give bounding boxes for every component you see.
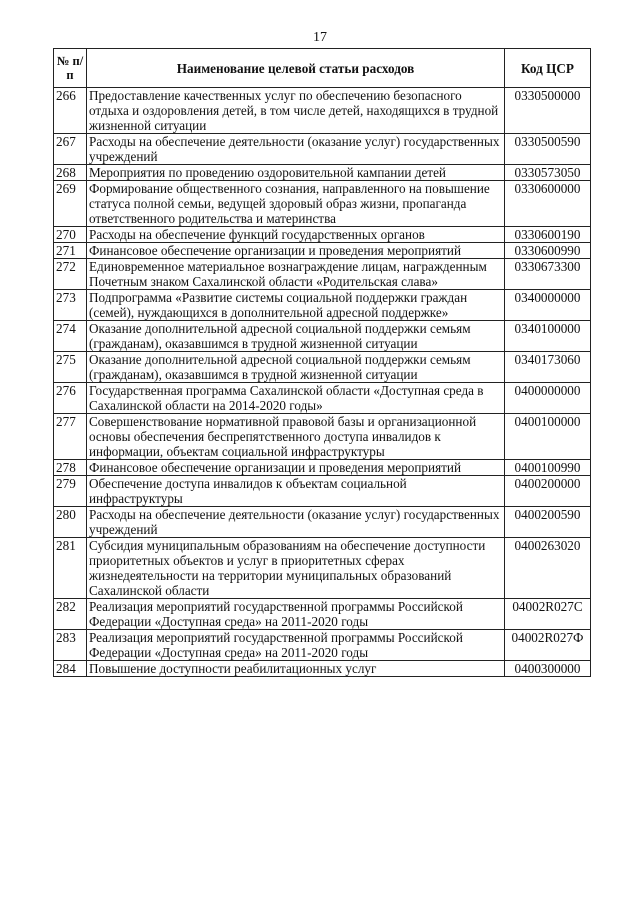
row-number: 269 bbox=[54, 181, 87, 227]
row-name: Расходы на обеспечение деятельности (оказание услуг) государственных учреждений bbox=[87, 134, 505, 165]
table-row bbox=[54, 259, 591, 290]
table-row bbox=[54, 414, 591, 460]
row-code: 0400300000 bbox=[505, 661, 591, 677]
row-name: Государственная программа Сахалинской области «Доступная среда в Сахалинской области на 2014-2020 годы» bbox=[87, 383, 505, 414]
table-row bbox=[54, 290, 591, 321]
row-code: 0400200590 bbox=[505, 507, 591, 538]
budget-table bbox=[53, 48, 591, 677]
row-name: Совершенствование нормативной правовой базы и организационной основы обеспечения беспрепятственного доступа инвалидов к информации, объектам социальной инфраструктуры bbox=[87, 414, 505, 460]
row-number: 275 bbox=[54, 352, 87, 383]
row-name: Обеспечение доступа инвалидов к объектам социальной инфраструктуры bbox=[87, 476, 505, 507]
row-number: 274 bbox=[54, 321, 87, 352]
header-name: Наименование целевой статьи расходов bbox=[87, 49, 505, 88]
row-number: 272 bbox=[54, 259, 87, 290]
row-number: 283 bbox=[54, 630, 87, 661]
row-number: 276 bbox=[54, 383, 87, 414]
table-row bbox=[54, 460, 591, 476]
row-code: 0330673300 bbox=[505, 259, 591, 290]
page-number: 17 bbox=[313, 30, 327, 45]
table-row bbox=[54, 243, 591, 259]
row-number: 267 bbox=[54, 134, 87, 165]
row-code: 04002R027C bbox=[505, 599, 591, 630]
row-name: Финансовое обеспечение организации и проведения мероприятий bbox=[87, 243, 505, 259]
row-code: 0340100000 bbox=[505, 321, 591, 352]
row-code: 0330500590 bbox=[505, 134, 591, 165]
row-number: 271 bbox=[54, 243, 87, 259]
row-number: 273 bbox=[54, 290, 87, 321]
table-row bbox=[54, 383, 591, 414]
row-name: Реализация мероприятий государственной программы Российской Федерации «Доступная среда» на 2011-2020 годы bbox=[87, 630, 505, 661]
table-row bbox=[54, 321, 591, 352]
row-code: 04002R027Ф bbox=[505, 630, 591, 661]
table-row bbox=[54, 165, 591, 181]
row-name: Подпрограмма «Развитие системы социальной поддержки граждан (семей), нуждающихся в дополнительной адресной поддержке» bbox=[87, 290, 505, 321]
row-name: Реализация мероприятий государственной программы Российской Федерации «Доступная среда» на 2011-2020 годы bbox=[87, 599, 505, 630]
row-code: 0330600000 bbox=[505, 181, 591, 227]
row-name: Оказание дополнительной адресной социальной поддержки семьям (гражданам), оказавшимся в трудной жизненной ситуации bbox=[87, 352, 505, 383]
header-code: Код ЦСР bbox=[505, 49, 591, 88]
table-row bbox=[54, 507, 591, 538]
row-name: Субсидия муниципальным образованиям на обеспечение доступности приоритетных объектов и услуг в приоритетных сферах жизнедеятельности на территории муниципальных образований Сахалинской области bbox=[87, 538, 505, 599]
row-number: 282 bbox=[54, 599, 87, 630]
row-number: 268 bbox=[54, 165, 87, 181]
table-row bbox=[54, 227, 591, 243]
row-name: Расходы на обеспечение функций государственных органов bbox=[87, 227, 505, 243]
row-number: 266 bbox=[54, 88, 87, 134]
row-code: 0340173060 bbox=[505, 352, 591, 383]
row-number: 280 bbox=[54, 507, 87, 538]
row-number: 278 bbox=[54, 460, 87, 476]
row-name: Мероприятия по проведению оздоровительной кампании детей bbox=[87, 165, 505, 181]
row-code: 0400000000 bbox=[505, 383, 591, 414]
row-name: Предоставление качественных услуг по обеспечению безопасного отдыха и оздоровления детей, в том числе детей, находящихся в трудной жизненной ситуации bbox=[87, 88, 505, 134]
row-code: 0400200000 bbox=[505, 476, 591, 507]
row-code: 0400100000 bbox=[505, 414, 591, 460]
table-header-row bbox=[54, 49, 591, 88]
row-name: Единовременное материальное вознаграждение лицам, награжденным Почетным знаком Сахалинской области «Родительская слава» bbox=[87, 259, 505, 290]
table-row bbox=[54, 661, 591, 677]
row-number: 270 bbox=[54, 227, 87, 243]
row-code: 0340000000 bbox=[505, 290, 591, 321]
row-name: Оказание дополнительной адресной социальной поддержки семьям (гражданам), оказавшимся в трудной жизненной ситуации bbox=[87, 321, 505, 352]
table-row bbox=[54, 181, 591, 227]
row-code: 0330600990 bbox=[505, 243, 591, 259]
row-name: Формирование общественного сознания, направленного на повышение статуса полной семьи, ведущей здоровый образ жизни, пропаганда ответственного родительства и материнства bbox=[87, 181, 505, 227]
row-code: 0400263020 bbox=[505, 538, 591, 599]
row-code: 0330500000 bbox=[505, 88, 591, 134]
row-name: Расходы на обеспечение деятельности (оказание услуг) государственных учреждений bbox=[87, 507, 505, 538]
table-row bbox=[54, 88, 591, 134]
row-code: 0330600190 bbox=[505, 227, 591, 243]
table-row bbox=[54, 538, 591, 599]
table-row bbox=[54, 476, 591, 507]
table-row bbox=[54, 352, 591, 383]
row-code: 0330573050 bbox=[505, 165, 591, 181]
row-name: Финансовое обеспечение организации и проведения мероприятий bbox=[87, 460, 505, 476]
row-number: 281 bbox=[54, 538, 87, 599]
table-row bbox=[54, 134, 591, 165]
table-row bbox=[54, 599, 591, 630]
row-number: 284 bbox=[54, 661, 87, 677]
header-number: № п/п bbox=[54, 49, 87, 88]
row-name: Повышение доступности реабилитационных услуг bbox=[87, 661, 505, 677]
row-code: 0400100990 bbox=[505, 460, 591, 476]
table-row bbox=[54, 630, 591, 661]
row-number: 279 bbox=[54, 476, 87, 507]
row-number: 277 bbox=[54, 414, 87, 460]
